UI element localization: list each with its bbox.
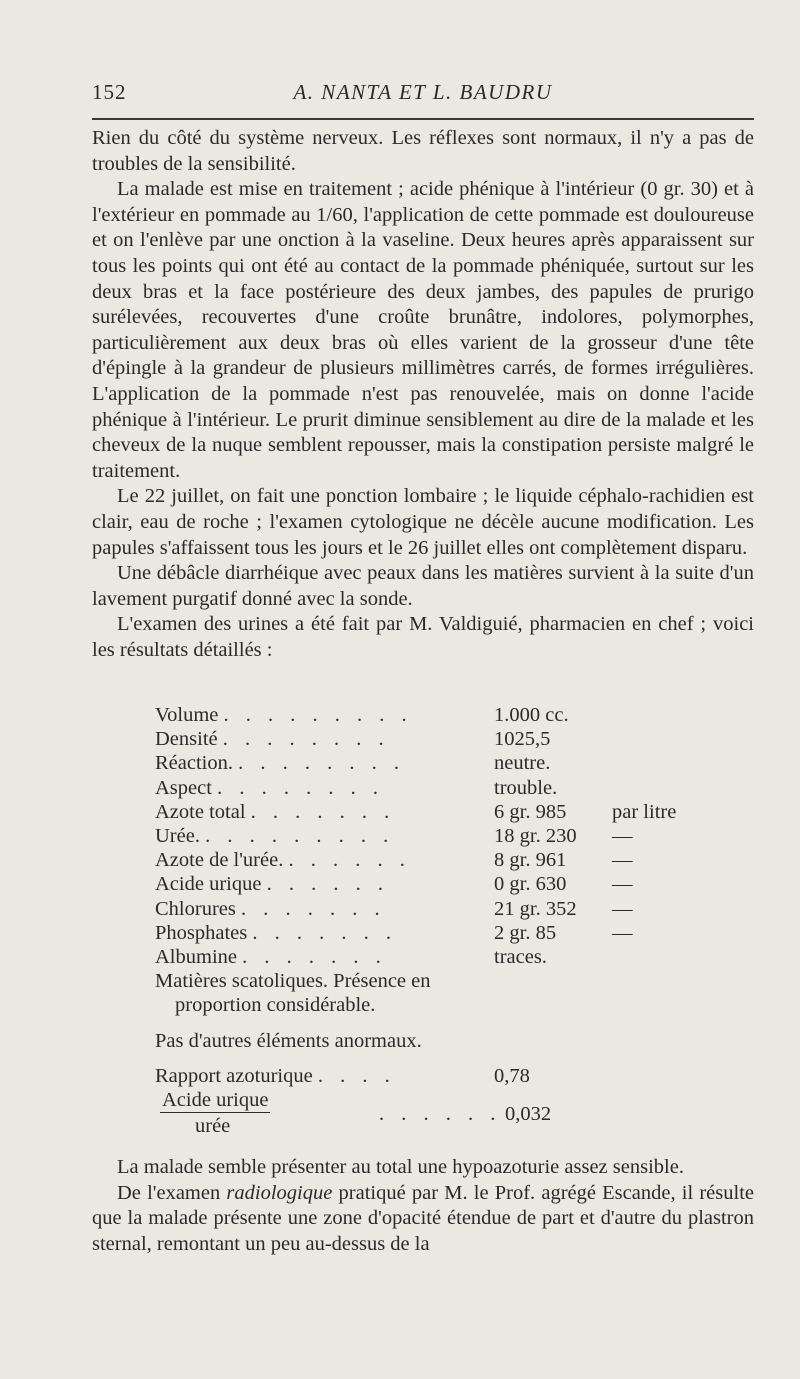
rapport-label: Rapport azoturique bbox=[155, 1064, 313, 1087]
result-unit: — bbox=[612, 897, 633, 920]
result-row bbox=[92, 800, 754, 824]
paragraph: La malade est mise en traitement ; acide phénique à l'intérieur (0 gr. 30) et à l'extérieur en pommade au 1/60, l'application de cette pommade est douloureuse et on l'enlève par une onction à la vaseline. Deux heures après apparaissent sur tous les points qui ont été au contact de la pommade phéniquée, surtout sur les deux bras et la face postérieure des deux jambes, des papules de prurigo surélevées, recouvertes d'une croûte brunâtre, indolores, polymorphes, particulièrement aux deux bras où elles varient de la grosseur d'une tête d'épingle à la grandeur de plusieurs millimètres carrés, de formes irrégulières. L'application de la pommade n'est pas renouvelée, mais on donne l'acide phénique à l'intérieur. Le prurit diminue sensiblement au dire de la malade et les cheveux de la nuque semblent repousser, mais la constipation persiste malgré le traitement. bbox=[92, 178, 754, 482]
page-number: 152 bbox=[92, 80, 127, 104]
result-unit: — bbox=[612, 849, 633, 872]
scatoliques-text: Matières scatoliques. Présence en bbox=[155, 970, 431, 993]
scatoliques-line bbox=[92, 969, 754, 993]
result-label: Chlorures bbox=[155, 897, 236, 920]
result-value: traces. bbox=[494, 945, 547, 968]
result-label: Azote de l'urée. bbox=[155, 849, 284, 872]
result-label: Urée. bbox=[155, 824, 200, 847]
result-value: 18 gr. 230 bbox=[494, 824, 577, 847]
leader-dots: . . . . . . . . bbox=[222, 728, 390, 751]
scatoliques-text-2: proportion considérable. bbox=[175, 994, 376, 1017]
result-label: Acide urique bbox=[155, 873, 262, 896]
result-unit: — bbox=[612, 824, 633, 847]
result-row bbox=[92, 945, 754, 969]
result-label: Réaction. bbox=[155, 752, 233, 775]
result-row bbox=[92, 921, 754, 945]
result-unit: par litre bbox=[612, 800, 677, 823]
spacer bbox=[92, 1054, 754, 1064]
leader-dots: . . . . . . bbox=[266, 873, 389, 896]
result-label: Densité bbox=[155, 728, 218, 751]
leader-dots: . . . . . . . . . bbox=[223, 704, 413, 726]
paragraph bbox=[92, 1181, 754, 1258]
ratio-fraction bbox=[92, 1088, 754, 1138]
leader-dots: . . . . . . . bbox=[250, 800, 396, 823]
leader-dots: . . . . . . . bbox=[252, 921, 397, 944]
result-label: Albumine bbox=[155, 945, 237, 968]
result-row bbox=[92, 897, 754, 921]
urine-results-table bbox=[92, 703, 754, 1138]
result-value: 6 gr. 985 bbox=[494, 800, 567, 823]
result-value: 21 gr. 352 bbox=[494, 897, 577, 920]
result-row bbox=[92, 872, 754, 896]
result-row bbox=[92, 727, 754, 751]
rapport-value: 0,78 bbox=[494, 1064, 530, 1087]
result-label: Azote total bbox=[155, 800, 246, 823]
leader-dots: . . . . . . bbox=[379, 1102, 502, 1125]
header-rule bbox=[92, 118, 754, 120]
rapport-row bbox=[92, 1064, 754, 1088]
paragraph: Rien du côté du système nerveux. Les réflexes sont normaux, il n'y a pas de troubles de la sensibilité. bbox=[92, 127, 754, 175]
result-value: 8 gr. 961 bbox=[494, 849, 567, 872]
spacer bbox=[92, 1017, 754, 1029]
paragraph: La malade semble présenter au total une hypoazoturie assez sensible. bbox=[117, 1156, 684, 1178]
result-row bbox=[92, 751, 754, 775]
leader-dots: . . . . bbox=[317, 1064, 396, 1087]
result-row bbox=[92, 824, 754, 848]
ratio-value: 0,032 bbox=[505, 1102, 552, 1125]
radiology-paragraph: De l'examen radiologique pratiqué par M. le Prof. agrégé Escande, il résulte que la malade présente une zone d'opacité étendue de part et d'autre du plastron sternal, remontant un peu au-dessus de la bbox=[92, 1181, 754, 1255]
body-text-bottom bbox=[92, 1155, 754, 1257]
leader-dots: . . . . . . . bbox=[242, 945, 387, 968]
paragraph: Une débâcle diarrhéique avec peaux dans les matières survient à la suite d'un lavement purgatif donné avec la sonde. bbox=[92, 562, 754, 610]
result-row bbox=[92, 703, 754, 727]
italic-word: radiologique bbox=[226, 1181, 333, 1204]
scatoliques-line-2 bbox=[92, 993, 754, 1017]
no-other-text: Pas d'autres éléments anormaux. bbox=[155, 1030, 422, 1053]
leader-dots: . . . . . . . . bbox=[238, 752, 405, 775]
leader-dots: . . . . . . . . bbox=[217, 776, 384, 799]
ratio-numerator: Acide urique bbox=[160, 1088, 270, 1113]
result-label: Volume bbox=[155, 704, 219, 726]
ratio-denominator: urée bbox=[195, 1114, 231, 1137]
leader-dots: . . . . . . bbox=[288, 849, 411, 872]
result-row bbox=[92, 848, 754, 872]
body-text-top bbox=[92, 126, 754, 663]
result-row bbox=[92, 776, 754, 800]
no-other-line bbox=[92, 1029, 754, 1053]
paragraph: Le 22 juillet, on fait une ponction lombaire ; le liquide céphalo-rachidien est clair, eau de roche ; l'examen cytologique ne décèle aucune modification. Les papules s'affaissent tous les jours et le 26 juillet elles ont complètement disparu. bbox=[92, 485, 754, 559]
result-value: trouble. bbox=[494, 776, 558, 799]
leader-dots: . . . . . . . bbox=[240, 897, 386, 920]
result-unit: — bbox=[612, 921, 633, 944]
result-value: 0 gr. 630 bbox=[494, 873, 567, 896]
result-value: 1025,5 bbox=[494, 728, 551, 751]
result-value: 1.000 cc. bbox=[494, 704, 569, 726]
result-label: Phosphates bbox=[155, 921, 248, 944]
paragraph: L'examen des urines a été fait par M. Valdiguié, pharmacien en chef ; voici les résultats détaillés : bbox=[92, 613, 754, 661]
result-value: 2 gr. 85 bbox=[494, 921, 557, 944]
result-unit: — bbox=[612, 873, 633, 896]
result-label: Aspect bbox=[155, 776, 212, 799]
running-title: A. NANTA ET L. BAUDRU bbox=[293, 80, 553, 104]
leader-dots: . . . . . . . . . bbox=[205, 824, 395, 847]
page-header bbox=[92, 80, 754, 110]
result-value: neutre. bbox=[494, 752, 551, 775]
